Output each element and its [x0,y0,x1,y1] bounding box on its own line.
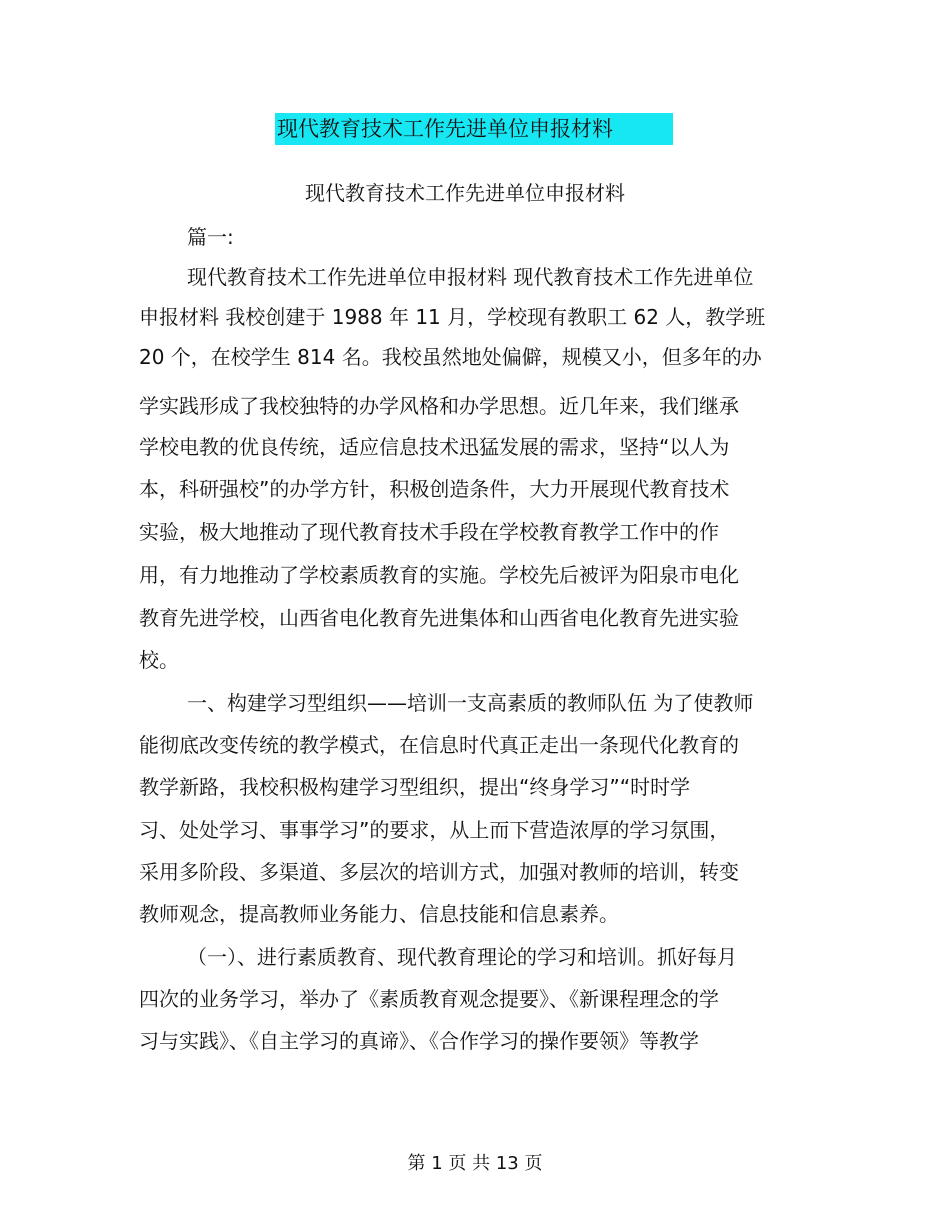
text-line: 校。 [139,648,179,672]
text-line: 用，有力地推动了学校素质教育的实施。学校先后被评为阳泉市电化 [139,563,739,587]
text-line: 现代教育技术工作先进单位申报材料 现代教育技术工作先进单位 [187,265,754,289]
text-line: 教育先进学校，山西省电化教育先进集体和山西省电化教育先进实验 [139,606,739,630]
text-line: 学校电教的优良传统，适应信息技术迅猛发展的需求，坚持“以人为 [139,435,730,459]
highlighted-title: 现代教育技术工作先进单位申报材料 [275,113,673,145]
text-line: （一）、进行素质教育、现代教育理论的学习和培训。抓好每月 [187,945,737,969]
subtitle: 现代教育技术工作先进单位申报材料 [305,181,625,205]
text-line: 教学新路，我校积极构建学习型组织，提出“终身学习”“时时学 [139,775,691,799]
text-line: 一、构建学习型组织——培训一支高素质的教师队伍 为了使教师 [187,691,754,715]
text-line: 习与实践》、《自主学习的真谛》、《合作学习的操作要领》等教学 [139,1029,699,1053]
section-label: 篇一: [187,225,234,249]
text-line: 实验，极大地推动了现代教育技术手段在学校教育教学工作中的作 [139,520,719,544]
text-line: 本，科研强校”的办学方针，积极创造条件，大力开展现代教育技术 [139,477,730,501]
page-footer: 第 1 页 共 13 页 [407,1153,543,1174]
text-line: 采用多阶段、多渠道、多层次的培训方式，加强对教师的培训，转变 [139,860,739,884]
text-line: 申报材料 我校创建于 1988 年 11 月，学校现有教职工 62 人，教学班 [139,305,766,329]
text-line: 习、处处学习、事事学习”的要求，从上而下营造浓厚的学习氛围， [139,818,730,842]
text-line: 学实践形成了我校独特的办学风格和办学思想。近几年来，我们继承 [139,394,739,418]
text-line: 能彻底改变传统的教学模式，在信息时代真正走出一条现代化教育的 [139,733,739,757]
text-line: 教师观念，提高教师业务能力、信息技能和信息素养。 [139,902,619,926]
text-line: 四次的业务学习，举办了《素质教育观念提要》、《新课程理念的学 [139,987,719,1011]
text-line: 20 个，在校学生 814 名。我校虽然地处偏僻，规模又小，但多年的办 [139,345,762,369]
